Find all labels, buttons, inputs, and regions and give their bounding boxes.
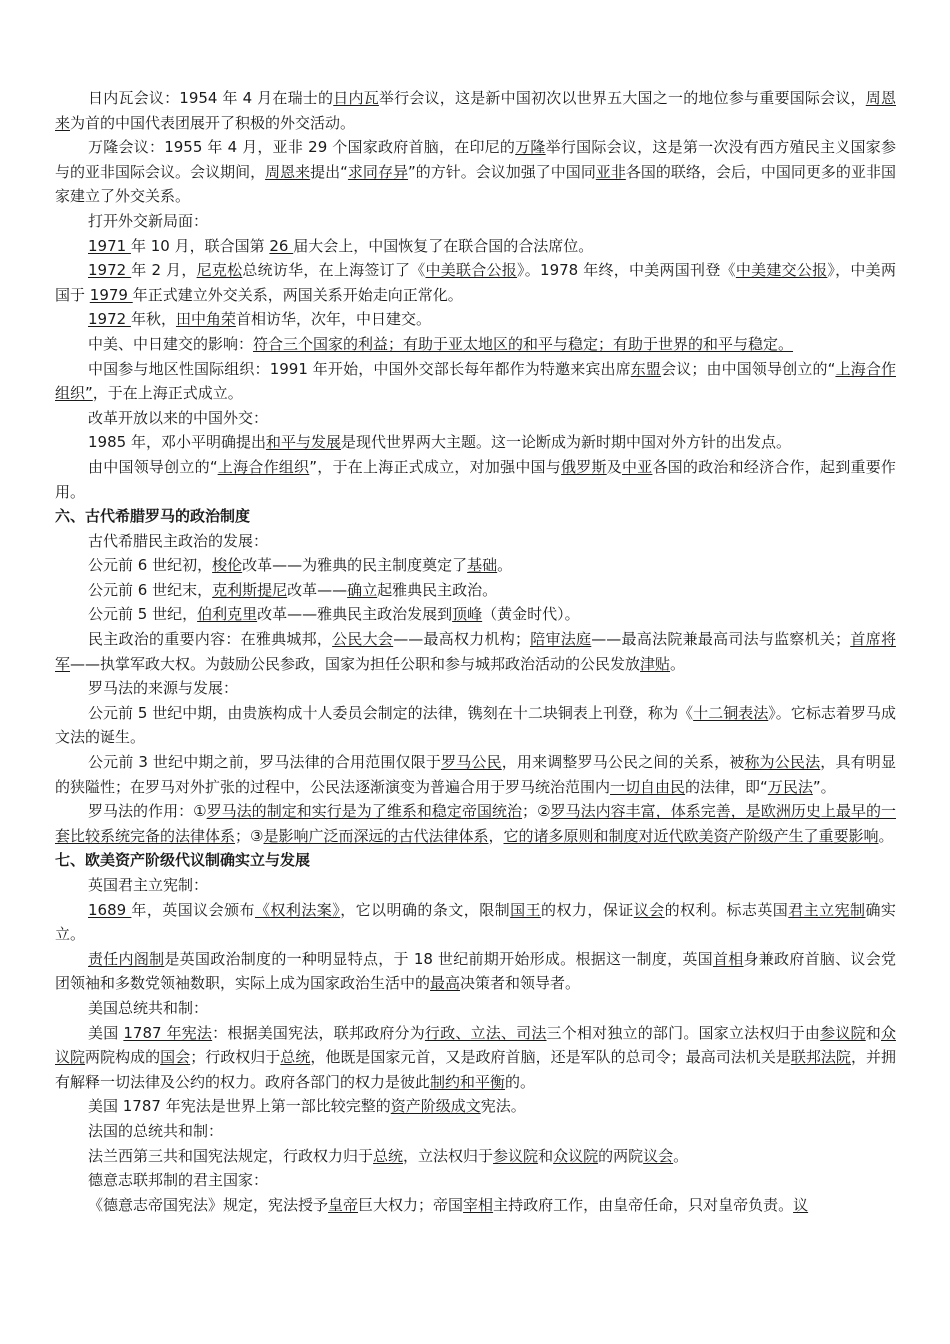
underlined-key-term: 一切自由民 [610, 777, 686, 796]
underlined-key-term: 首相 [712, 949, 744, 968]
paragraph [55, 1168, 896, 1193]
text-segment: 万隆会议：1955 年 4 月，亚非 29 个国家政府首脑，在印尼的 [88, 138, 516, 157]
paragraph [55, 1119, 896, 1144]
text-segment: 古代希腊民主政治的发展： [88, 531, 269, 550]
underlined-key-term: 中亚 [621, 457, 653, 476]
text-segment: ——最高权力机构； [393, 630, 530, 649]
text-segment: 提出“ [310, 162, 348, 181]
paragraph [55, 406, 896, 431]
text-segment: 及 [606, 457, 622, 476]
paragraph [55, 234, 896, 259]
text-segment: ；③ [235, 826, 264, 845]
text-segment: ，用来调整罗马公民之间的关系，被 [501, 753, 745, 772]
text-segment: 改革开放以来的中国外交： [88, 408, 269, 427]
text-segment: 六、古代希腊罗马的政治制度 [55, 507, 251, 526]
text-segment: ，它以明确的条文，限制 [340, 900, 511, 919]
text-segment: 会议；由中国领导创立的“ [661, 359, 836, 378]
text-segment: 是现代世界两大主题。这一论断成为新时期中国对外方针的出发点。 [340, 433, 791, 452]
text-segment: 年，英国议会颁布 [131, 900, 255, 919]
underlined-key-term: 1971 [88, 236, 131, 255]
underlined-key-term: 确立 [347, 580, 378, 599]
paragraph [55, 996, 896, 1021]
text-segment: 日内瓦会议：1954 年 4 月在瑞士的 [88, 89, 334, 107]
text-segment: 的权利。标志英国 [664, 900, 789, 919]
text-segment: 总统访华，在上海签订了《 [242, 261, 426, 280]
underlined-key-term: 1689 [88, 900, 132, 919]
underlined-key-term: 中美联合公报 [425, 261, 518, 280]
text-segment: 美国总统共和制： [88, 998, 209, 1017]
paragraph [55, 209, 896, 234]
text-segment: 德意志联邦制的君主国家： [88, 1171, 269, 1190]
underlined-key-term: 众议院 [553, 1146, 599, 1165]
text-segment: 年 10 月，联合国第 [130, 236, 270, 255]
text-segment: ；行政权归于 [190, 1048, 281, 1067]
underlined-key-term: 万民法 [767, 777, 813, 796]
underlined-key-term: 伯利克里 [197, 605, 258, 624]
text-segment: 公元前 6 世纪初， [88, 556, 213, 575]
text-segment: 年秋， [130, 310, 176, 329]
paragraph [55, 627, 896, 676]
paragraph [55, 701, 896, 750]
underlined-key-term: 十二铜表法 [693, 703, 769, 722]
underlined-key-term: 基础 [467, 556, 498, 575]
text-segment: 举行会议，这是新中国初次以世界五大国之一的地位参与重要国际会议， [378, 89, 866, 107]
text-segment: 》。1978 年终，中美两国刊登《 [517, 261, 736, 280]
underlined-key-term: 皇帝 [328, 1195, 359, 1214]
underlined-key-term: 顶峰 [452, 605, 483, 624]
paragraph [55, 676, 896, 701]
text-segment: 法兰西第三共和国宪法规定，行政权力归于 [88, 1146, 374, 1165]
text-segment: 公元前 6 世纪末， [88, 580, 213, 599]
text-segment: 改革——雅典民主政治发展到 [257, 605, 453, 624]
underlined-key-term: 田中角荣 [175, 310, 236, 329]
text-segment: 七、欧美资产阶级代议制确实立与发展 [55, 851, 311, 870]
text-segment: 起雅典民主政治。 [377, 580, 498, 599]
underlined-key-term: 议会 [643, 1146, 674, 1165]
text-segment: ”的方针。会议加强了中国同 [407, 162, 596, 181]
paragraph [55, 1193, 896, 1218]
text-segment: ，立法权归于 [403, 1146, 494, 1165]
paragraph [55, 357, 896, 406]
underlined-key-term: 最高 [430, 974, 461, 993]
underlined-key-term: 是影响广泛而深远的古代法律体系 [263, 826, 489, 845]
text-segment: 。 [497, 556, 513, 575]
paragraph [55, 332, 896, 357]
text-segment: ，他既是国家元首，又是政府首脑，还是军队的总司令；最高司法机关是 [310, 1048, 791, 1067]
paragraph [55, 750, 896, 799]
text-segment: 英国君主立宪制： [88, 876, 209, 894]
underlined-key-term: 参议院 [820, 1023, 866, 1042]
text-segment: ；② [522, 802, 551, 821]
underlined-key-term: 行政、立法、司法 [424, 1023, 547, 1042]
text-segment: 的两院 [598, 1146, 644, 1165]
underlined-key-term: 上海合作组织” [55, 359, 896, 403]
underlined-key-term: 津贴 [640, 654, 671, 673]
text-segment: ：根据美国宪法，联邦政府分为 [212, 1023, 425, 1042]
paragraph [55, 799, 896, 848]
document-body [55, 86, 896, 1217]
underlined-key-term: 周恩来 [265, 162, 311, 181]
text-segment: 法国的总统共和制： [88, 1121, 224, 1140]
underlined-key-term: 君主立宪制 [788, 900, 866, 919]
underlined-key-term: 东盟 [630, 359, 662, 378]
text-segment: 美国 [88, 1023, 124, 1042]
paragraph [55, 1144, 896, 1169]
text-segment: 。 [673, 1146, 689, 1165]
text-segment: 宪法。 [480, 1097, 526, 1116]
text-segment: 》。它标志着罗马成文法的诞生。 [55, 703, 896, 747]
paragraph [55, 873, 896, 898]
text-segment: 罗马法的作用：① [88, 802, 207, 821]
text-segment: ——最高法院兼最高司法与监察机关； [591, 630, 851, 649]
section-heading [55, 848, 896, 873]
underlined-key-term: 责任内阁制 [88, 949, 165, 968]
text-segment: 公元前 5 世纪， [88, 605, 198, 624]
text-segment: 1985 年，邓小平明确提出 [88, 433, 266, 452]
underlined-key-term: 议 [793, 1195, 809, 1214]
underlined-key-term: 罗马法内容丰富，体系完善，是欧洲历史上最早的一套比较系统完备的法律体系 [55, 802, 896, 845]
text-segment: 中国参与地区性国际组织：1991 年开始，中国外交部长每年都作为特邀来宾出席 [88, 359, 631, 378]
underlined-key-term: 宰相 [463, 1195, 494, 1214]
text-segment: （黄金时代）。 [482, 605, 580, 624]
text-segment: 为首的中国代表团展开了积极的外交活动。 [70, 113, 356, 132]
underlined-key-term: 国会 [160, 1048, 191, 1067]
text-segment: 美国 1787 年宪法是世界上第一部比较完整的 [88, 1097, 391, 1116]
text-segment: 中美、中日建交的影响： [88, 334, 254, 353]
paragraph [55, 529, 896, 554]
underlined-key-term: 26 [269, 236, 294, 255]
text-segment: 和 [865, 1023, 881, 1042]
text-segment: 公元前 3 世纪中期之前，罗马法律的合用范围仅限于 [88, 753, 442, 772]
underlined-key-term: 符合三个国家的利益；有助于亚太地区的和平与稳定；有助于世界的和平与稳定。 [253, 334, 794, 353]
underlined-key-term: 联邦法院 [790, 1048, 851, 1067]
section-heading [55, 504, 896, 529]
underlined-key-term: 中美建交公报 [735, 261, 828, 280]
paragraph [55, 135, 896, 209]
underlined-key-term: 陪审法庭 [530, 630, 592, 649]
text-segment: 确实立。 [55, 900, 896, 944]
text-segment: 两院构成的 [85, 1048, 161, 1067]
paragraph [55, 578, 896, 603]
text-segment: 各国的联络，会后，中国同更多的亚非国家建立了外交关系。 [55, 162, 896, 206]
underlined-key-term: 求同存异 [347, 162, 408, 181]
underlined-key-term: 它的诸多原则和制度对近代欧美资产阶级产生了重要影响 [503, 826, 879, 845]
text-segment: ”，于在上海正式成立，对加强中国与 [309, 457, 562, 476]
underlined-key-term: 梭伦 [212, 556, 243, 575]
text-segment: 三个相对独立的部门。国家立法权归于由 [546, 1023, 821, 1042]
text-segment: 决策者和领导者。 [460, 974, 581, 993]
text-segment: 。 [878, 826, 894, 845]
paragraph [55, 307, 896, 332]
underlined-key-term: 和平与发展 [265, 433, 341, 452]
underlined-key-term: 国王 [510, 900, 542, 919]
text-segment: ，于在上海正式成立。 [92, 384, 243, 403]
text-segment: ——执掌军政大权。为鼓励公民参政，国家为担任公职和参与城邦政治活动的公民发放 [70, 654, 641, 673]
underlined-key-term: 1972 [88, 310, 131, 329]
text-segment: 巨大权力；帝国 [358, 1195, 464, 1214]
underlined-key-term: 万隆 [515, 138, 546, 157]
underlined-key-term: 尼克松 [196, 261, 243, 280]
text-segment: 打开外交新局面： [88, 211, 209, 230]
paragraph [55, 602, 896, 627]
text-segment: 。 [670, 654, 686, 673]
underlined-key-term: 《权利法案》 [254, 900, 341, 919]
text-segment: 届大会上，中国恢复了在联合国的合法席位。 [293, 236, 594, 255]
underlined-key-term: 称为公民法 [744, 753, 821, 772]
underlined-key-term: 周恩来 [55, 89, 896, 132]
text-segment: 的。 [505, 1072, 536, 1091]
underlined-key-term: 上海合作组织 [217, 457, 310, 476]
text-segment: ， [488, 826, 504, 845]
text-segment: 和 [538, 1146, 554, 1165]
text-segment: 主持政府工作，由皇帝任命，只对皇帝负责。 [493, 1195, 794, 1214]
paragraph [55, 1021, 896, 1095]
underlined-key-term: 俄罗斯 [561, 457, 607, 476]
underlined-key-term: 参议院 [493, 1146, 539, 1165]
text-segment: 公元前 5 世纪中期，由贵族构成十人委员会制定的法律，镌刻在十二块铜表上刊登，称为《 [88, 703, 694, 722]
text-segment: 的法律，即“ [685, 777, 768, 796]
text-segment: 改革—— [287, 580, 348, 599]
paragraph [55, 258, 896, 307]
underlined-key-term: 众议院 [55, 1023, 896, 1067]
text-segment: ，并拥有解释一切法律及公约的权力。政府各部门的权力是彼此 [55, 1048, 896, 1091]
text-segment: 年正式建立外交关系，两国关系开始走向正常化。 [132, 285, 463, 304]
underlined-key-term: 总统 [280, 1048, 311, 1067]
underlined-key-term: 公民大会 [332, 630, 394, 649]
paragraph [55, 86, 896, 135]
text-segment: ”。 [812, 777, 836, 796]
text-segment: 《德意志帝国宪法》规定，宪法授予 [88, 1195, 329, 1214]
text-segment: 罗马法的来源与发展： [88, 679, 239, 698]
underlined-key-term: 制约和平衡 [430, 1072, 506, 1091]
text-segment: ，具有明显的狭隘性；在罗马对外扩张的过程中，公民法逐渐演变为普遍合用于罗马统治范围内 [55, 753, 896, 796]
underlined-key-term: 罗马法的制定和实行是为了维系和稳定帝国统治 [206, 802, 523, 821]
text-segment: 是英国政治制度的一种明显特点，于 18 世纪前期开始形成。根据这一制度，英国 [164, 949, 713, 968]
text-segment: 身兼政府首脑、议会党团领袖和多数党领袖数职，实际上成为国家政治生活中的 [55, 949, 896, 993]
underlined-key-term: 首席将军 [55, 630, 896, 673]
underlined-key-term: 亚非 [595, 162, 626, 181]
paragraph [55, 553, 896, 578]
text-segment: 各国的政治和经济合作，起到重要作用。 [55, 457, 896, 501]
underlined-key-term: 1787 年宪法 [123, 1023, 213, 1042]
underlined-key-term: 克利斯提尼 [212, 580, 288, 599]
text-segment: 年 2 月， [131, 261, 197, 280]
underlined-key-term: 议会 [633, 900, 665, 919]
paragraph [55, 455, 896, 504]
underlined-key-term: 资产阶级成文 [390, 1097, 481, 1116]
underlined-key-term: 罗马公民 [441, 753, 502, 772]
text-segment: 改革——为雅典的民主制度奠定了 [242, 556, 468, 575]
underlined-key-term: 1972 [88, 261, 132, 280]
underlined-key-term: 日内瓦 [333, 89, 379, 107]
paragraph [55, 1094, 896, 1119]
underlined-key-term: 总统 [373, 1146, 404, 1165]
text-segment: 民主政治的重要内容：在雅典城邦， [88, 630, 333, 649]
text-segment: 》，中美两国于 [55, 261, 896, 304]
text-segment: 由中国领导创立的“ [88, 457, 218, 476]
text-segment: 的权力，保证 [541, 900, 634, 919]
paragraph [55, 430, 896, 455]
text-segment: 首相访华，次年，中日建交。 [235, 310, 431, 329]
underlined-key-term: 1979 [89, 285, 133, 304]
paragraph [55, 898, 896, 947]
text-segment: 举行国际会议，这是第一次没有西方殖民主义国家参与的亚非国际会议。会议期间， [55, 138, 896, 181]
paragraph [55, 947, 896, 996]
